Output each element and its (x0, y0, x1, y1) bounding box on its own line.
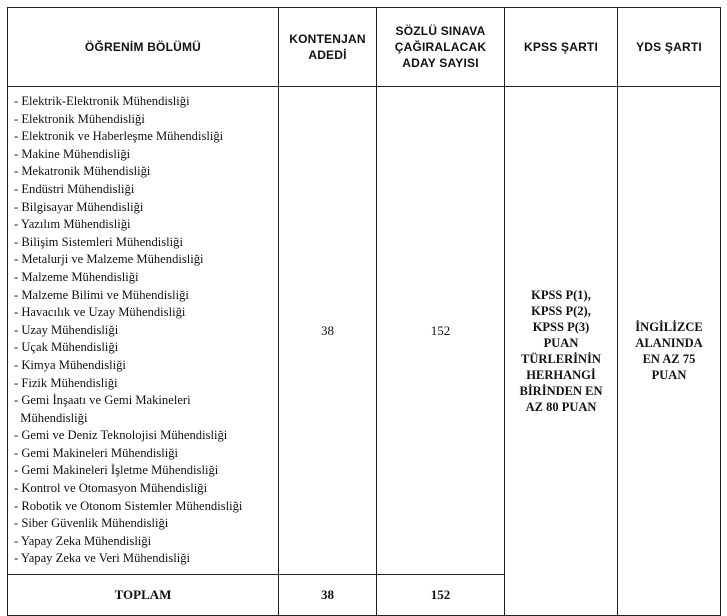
yds-requirement-cell (618, 87, 721, 616)
department-item: - Elektrik-Elektronik Mühendisliği (14, 94, 190, 108)
department-item: - Elektronik Mühendisliği (14, 111, 145, 126)
department-item: - Fizik Mühendisliği (14, 375, 118, 390)
department-item: - Malzeme Bilimi ve Mühendisliği (14, 287, 189, 302)
requirements-table (7, 7, 721, 616)
total-quota: 38 (279, 575, 377, 616)
kpss-line: KPSS P(2), (531, 304, 591, 319)
requirements-table-wrapper (7, 7, 721, 616)
department-item: - Makine Mühendisliği (14, 146, 131, 161)
total-label: TOPLAM (8, 575, 279, 616)
department-item: - Yapay Zeka ve Veri Mühendisliği (14, 551, 191, 566)
department-item: - Gemi Makineleri İşletme Mühendisliği (14, 463, 219, 478)
yds-line: PUAN (651, 368, 687, 383)
department-cell (8, 87, 279, 575)
quota-cell: 38 (279, 87, 377, 575)
department-item: - Metalurji ve Malzeme Mühendisliği (14, 252, 204, 267)
header-quota-line: ADEDİ (308, 48, 347, 62)
department-item: - Endüstri Mühendisliği (14, 181, 135, 196)
header-oral-line: ADAY SAYISI (402, 56, 479, 70)
department-item: - Elektronik ve Haberleşme Mühendisliği (14, 129, 224, 144)
department-item: - Gemi Makineleri Mühendisliği (14, 445, 179, 460)
department-item: - Uçak Mühendisliği (14, 340, 119, 355)
kpss-line: AZ 80 PUAN (525, 400, 597, 415)
yds-line: ALANINDA (635, 336, 703, 351)
header-kpss: KPSS ŞARTI (505, 8, 618, 87)
yds-line: EN AZ 75 (642, 352, 696, 367)
department-item: - Gemi ve Deniz Teknolojisi Mühendisliği (14, 428, 228, 443)
department-item: - Mekatronik Mühendisliği (14, 164, 151, 179)
department-item: - Malzeme Mühendisliği (14, 269, 139, 284)
body-row (8, 87, 721, 575)
department-item: - Yapay Zeka Mühendisliği (14, 533, 152, 548)
kpss-line: HERHANGİ (526, 368, 596, 383)
header-yds: YDS ŞARTI (618, 8, 721, 87)
oral-count-cell: 152 (377, 87, 505, 575)
kpss-requirement-cell (505, 87, 618, 616)
department-item: - Siber Güvenlik Mühendisliği (14, 516, 169, 531)
kpss-line: BİRİNDEN EN (519, 384, 603, 399)
department-item: - Kimya Mühendisliği (14, 357, 126, 372)
header-row (8, 8, 721, 87)
total-oral-count: 152 (377, 575, 505, 616)
kpss-line: PUAN (543, 336, 579, 351)
kpss-line: TÜRLERİNİN (521, 352, 601, 367)
header-section: ÖĞRENİM BÖLÜMÜ (8, 8, 279, 87)
kpss-line: KPSS P(3) (532, 320, 590, 335)
header-quota (279, 8, 377, 87)
department-item: - Bilgisayar Mühendisliği (14, 199, 144, 214)
header-oral-line: SÖZLÜ SINAVA (395, 24, 486, 38)
department-item: - Bilişim Sistemleri Mühendisliği (14, 234, 183, 249)
header-oral-line: ÇAĞIRALACAK (394, 40, 487, 54)
header-quota-line: KONTENJAN (289, 32, 366, 46)
department-item: - Robotik ve Otonom Sistemler Mühendisliği (14, 498, 243, 513)
department-item: Mühendisliği (14, 410, 88, 425)
department-item: - Uzay Mühendisliği (14, 322, 119, 337)
department-item: - Kontrol ve Otomasyon Mühendisliği (14, 481, 208, 496)
department-item: - Yazılım Mühendisliği (14, 217, 131, 232)
department-item: - Havacılık ve Uzay Mühendisliği (14, 305, 186, 320)
department-item: - Gemi İnşaatı ve Gemi Makineleri (14, 393, 191, 408)
yds-line: İNGİLİZCE (635, 320, 703, 335)
department-list (14, 93, 276, 568)
kpss-line: KPSS P(1), (531, 288, 591, 303)
header-oral (377, 8, 505, 87)
